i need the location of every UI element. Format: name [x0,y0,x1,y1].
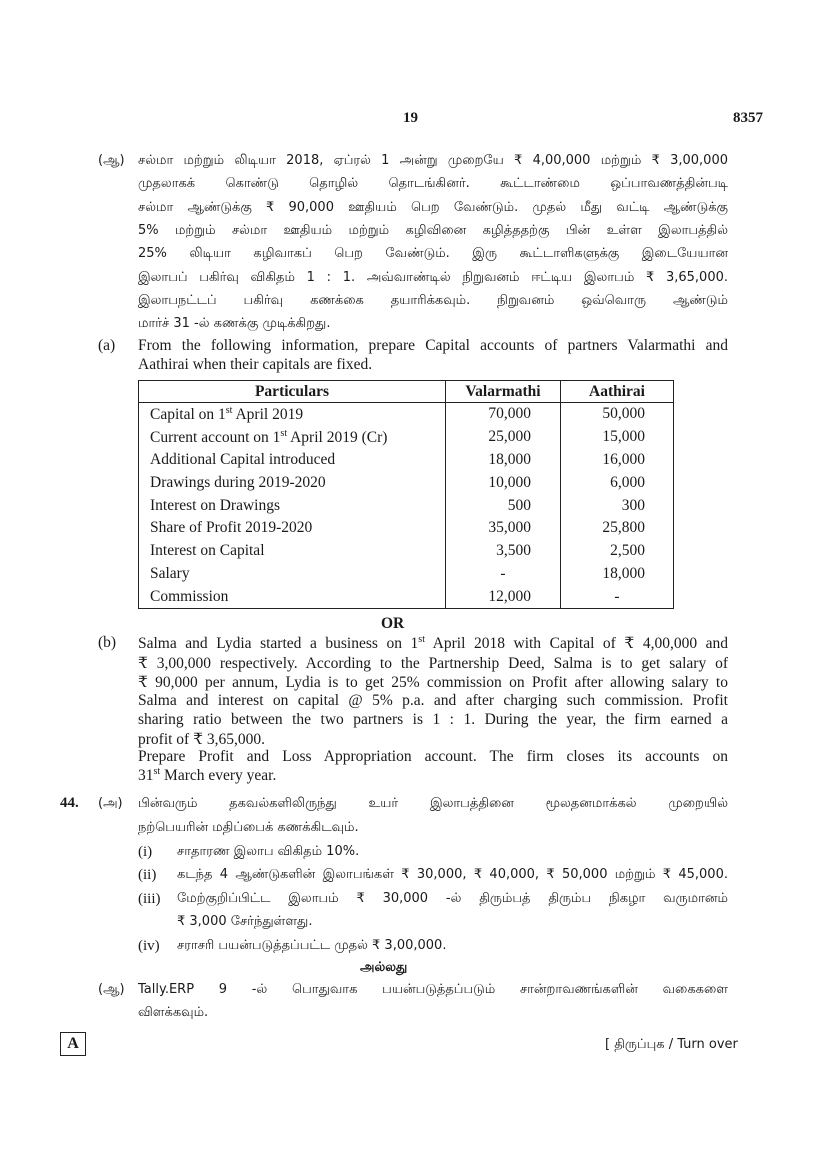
q43-b-line [138,748,728,766]
q43-b-line [138,634,728,653]
particulars-cell [139,471,446,494]
particulars-cell [139,563,446,586]
table-row [139,471,674,494]
q43-b-line [138,673,728,692]
table-header-row [139,381,674,403]
valarmathi-cell: 500 [446,494,561,517]
q43-tamil-b-line: 5% மற்றும் சல்மா ஊதியம் மற்றும் கழிவினை கழித்ததற்கு பின் உள்ள இலாபத்தில் [138,222,728,238]
q44-intro-line-2: நற்பெயரின் மதிப்பைக் கணக்கிடவும். [138,820,359,835]
valarmathi-cell: 70,000 [446,403,561,426]
particulars-cell [139,449,446,472]
aathirai-cell: 16,000 [561,449,674,472]
particulars-text: Salary [150,564,190,582]
particulars-cell [139,585,446,608]
q43-tamil-b-line: சல்மா மற்றும் லிடியா 2018, ஏப்ரல் 1 அன்று முறையே ₹ 4,00,000 மற்றும் ₹ 3,00,000 [138,153,728,168]
particulars-text: Drawings during 2019-2020 [150,473,326,491]
line-text: profit of ₹ 3,65,000. [138,731,265,748]
aathirai-cell: 18,000 [561,563,674,586]
q44-item-text: சராசரி பயன்படுத்தப்பட்ட முதல் ₹ 3,00,000. [177,938,447,953]
line-text: ₹ 90,000 per annum, Lydia is to get 25% commission on Profit after allowing salary to [138,674,728,691]
series-box-a: A [60,1032,86,1056]
table-row [139,563,674,586]
q44-item-number: (ii) [138,867,157,883]
particulars-cell [139,403,446,426]
line-text: ₹ 3,00,000 respectively. According to the Partnership Deed, Salma is to get salary of [138,655,728,672]
q43-tamil-b-line: மார்ச் 31 -ல் கணக்கு முடிக்கிறது. [138,316,331,332]
aathirai-cell: 2,500 [561,540,674,563]
q44-item-number: (i) [138,844,153,860]
particulars-text: Current account on 1 [150,428,281,446]
valarmathi-cell: 12,000 [446,585,561,608]
aathirai-cell: - [561,585,674,608]
particulars-text: Share of Profit 2019-2020 [150,519,313,537]
ordinal-suffix: st [153,766,161,777]
q43-a-line-2: Aathirai when their capitals are fixed. [138,356,373,373]
q43-b-line [138,730,265,749]
particulars-text: Capital on 1 [150,405,226,423]
page-number: 19 [403,110,418,126]
aathirai-cell: 300 [561,494,674,517]
column-header-aathirai: Aathirai [561,381,674,403]
q44-b-line-2: விளக்கவும். [138,1005,209,1020]
line-text: Prepare Profit and Loss Appropriation account. The firm closes its accounts on [138,748,728,765]
particulars-cell [139,426,446,449]
q43-tamil-b-line: 25% லிடியா கழிவாகப் பெற வேண்டும். இரு கூட்டாளிகளுக்கு இடையேயான [138,246,728,262]
q44-item-number: (iii) [138,891,161,907]
column-header-valarmathi: Valarmathi [446,381,561,403]
particulars-text-rest: April 2019 (Cr) [287,428,388,446]
q44-item-text: ₹ 3,000 சேர்ந்துள்ளது. [177,914,313,929]
particulars-cell [139,494,446,517]
valarmathi-cell: 18,000 [446,449,561,472]
table-row [139,585,674,608]
turn-over-text: [ திருப்புக / Turn over [605,1037,738,1052]
q43-tamil-b-line: சல்மா ஆண்டுக்கு ₹ 90,000 ஊதியம் பெற வேண்டும். முதல் மீது வட்டி ஆண்டுக்கு [138,199,728,215]
valarmathi-cell: 25,000 [446,426,561,449]
valarmathi-cell: - [446,563,561,586]
aathirai-cell: 50,000 [561,403,674,426]
valarmathi-cell: 10,000 [446,471,561,494]
table-row [139,403,674,426]
q43-a-line-1: From the following information, prepare Capital accounts of partners Valarmathi and [138,337,728,354]
q43-a-label: (a) [98,337,116,354]
ordinal-suffix: st [225,404,233,416]
line-text-rest: April 2018 with Capital of ₹ 4,00,000 and [424,635,728,653]
question-number-44: 44. [60,795,79,811]
particulars-text-rest: April 2019 [232,405,304,423]
q44-a-label: (அ) [98,796,123,811]
table-row [139,426,674,449]
particulars-cell [139,540,446,563]
aathirai-cell: 25,800 [561,517,674,540]
q43-tamil-b-line: முதலாகக் கொண்டு தொழில் தொடங்கினர். கூட்டாண்மை ஒப்பாவணத்தின்படி [138,176,728,192]
table-row [139,540,674,563]
aathirai-cell: 6,000 [561,471,674,494]
line-text: 31 [138,767,154,785]
valarmathi-cell: 3,500 [446,540,561,563]
table-row [139,494,674,517]
or-divider-english: OR [381,615,405,632]
column-header-particulars: Particulars [139,381,446,403]
particulars-text: Additional Capital introduced [150,450,336,468]
or-divider-tamil: அல்லது [360,960,408,975]
q44-intro-line-1: பின்வரும் தகவல்களிலிருந்து உயர் இலாபத்தினை மூலதனமாக்கல் முறையில் [138,796,728,811]
particulars-text: Interest on Capital [150,542,265,560]
ordinal-suffix: st [280,427,288,439]
q43-tamil-b-line: இலாபப் பகிர்வு விகிதம் 1 : 1. அவ்வாண்டில் நிறுவனம் ஈட்டிய இலாபம் ₹ 3,65,000. [138,269,728,285]
q44-item-text: சாதாரண இலாப விகிதம் 10%. [177,844,360,859]
paper-code: 8357 [733,110,763,126]
q44-b-label: (ஆ) [98,982,125,997]
capital-accounts-table [138,380,674,609]
aathirai-cell: 15,000 [561,426,674,449]
q43-b-line [138,654,728,673]
q43-b-line [138,711,728,729]
table-row [139,517,674,540]
particulars-text: Commission [150,587,229,605]
q43-b-label: (b) [98,634,117,651]
particulars-text: Interest on Drawings [150,496,280,514]
line-text-rest: March every year. [160,767,277,785]
line-text: sharing ratio between the two partners is 1 : 1. During the year, the firm earned a [138,711,728,728]
valarmathi-cell: 35,000 [446,517,561,540]
table-row [139,449,674,472]
q44-item-text: கடந்த 4 ஆண்டுகளின் இலாபங்கள் ₹ 30,000, ₹ 40,000, ₹ 50,000 மற்றும் ₹ 45,000. [177,867,728,882]
q44-b-line-1: Tally.ERP 9 -ல் பொதுவாக பயன்படுத்தப்படும் சான்றாவணங்களின் வகைகளை [138,982,728,997]
particulars-cell [139,517,446,540]
q44-item-text: மேற்குறிப்பிட்ட இலாபம் ₹ 30,000 -ல் திரும்பத் திரும்ப நிகழா வருமானம் [177,891,728,906]
q43-tamil-b-line: இலாபநட்டப் பகிர்வு கணக்கை தயாரிக்கவும். நிறுவனம் ஒவ்வொரு ஆண்டும் [138,292,728,308]
q44-item-number: (iv) [138,938,160,954]
line-text: Salma and interest on capital @ 5% p.a. and after charging such commission. Profit [138,692,728,709]
q43-b-line [138,692,728,710]
line-text: Salma and Lydia started a business on 1 [138,635,419,653]
ordinal-suffix: st [418,634,425,645]
q43-b-line [138,766,276,785]
q43-tamil-b-label: (ஆ) [98,153,125,168]
